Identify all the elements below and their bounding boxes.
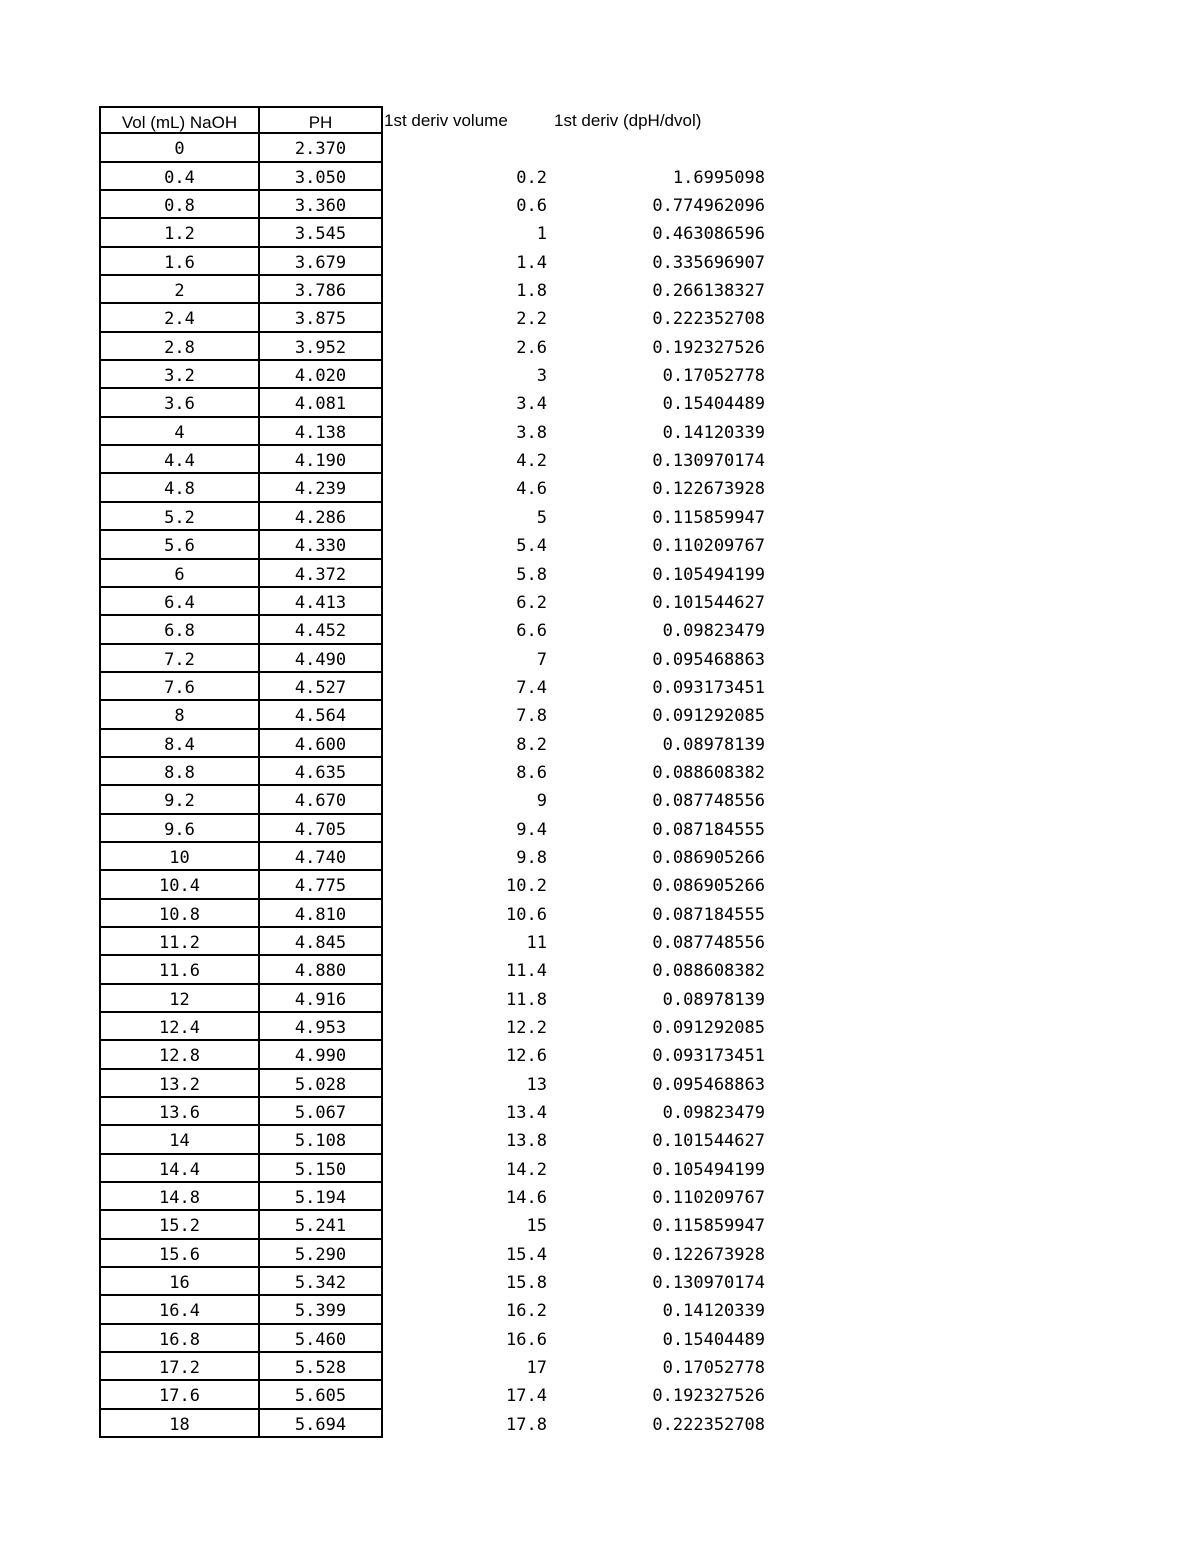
cell-deriv-volume[interactable]: 3.4 [516,394,547,415]
cell-ph[interactable]: 5.150 [260,1155,383,1183]
cell-ph[interactable]: 3.786 [260,276,383,304]
cell-deriv-value[interactable]: 0.110209767 [652,1188,765,1209]
cell-ph[interactable]: 5.460 [260,1325,383,1353]
cell-vol[interactable]: 16.4 [99,1296,260,1324]
cell-deriv-value[interactable]: 0.17052778 [662,1358,765,1379]
cell-deriv-volume[interactable]: 13 [526,1074,547,1095]
cell-vol[interactable]: 8.8 [99,758,260,786]
cell-deriv-value[interactable] [559,134,765,162]
cell-ph[interactable]: 3.875 [260,304,383,332]
cell-vol[interactable]: 5.2 [99,503,260,531]
cell-vol[interactable]: 10.4 [99,871,260,899]
cell-ph[interactable]: 4.953 [260,1013,383,1041]
cell-ph[interactable]: 4.020 [260,361,383,389]
cell-ph[interactable]: 4.190 [260,446,383,474]
cell-deriv-volume[interactable]: 13.4 [506,1103,547,1124]
cell-deriv-volume[interactable]: 13.8 [506,1131,547,1152]
cell-deriv-volume[interactable]: 6.6 [516,621,547,642]
cell-deriv-volume[interactable]: 9.4 [516,819,547,840]
cell-ph[interactable]: 4.138 [260,418,383,446]
cell-deriv-volume[interactable]: 0.6 [516,196,547,217]
cell-vol[interactable]: 9.2 [99,786,260,814]
cell-deriv-value[interactable]: 0.095468863 [652,1074,765,1095]
cell-ph[interactable]: 4.490 [260,645,383,673]
cell-vol[interactable]: 4 [99,418,260,446]
cell-vol[interactable]: 15.6 [99,1240,260,1268]
cell-deriv-volume[interactable]: 3 [536,366,547,387]
cell-deriv-volume[interactable]: 5 [536,507,547,528]
cell-deriv-value[interactable]: 0.087748556 [652,932,765,953]
cell-ph[interactable]: 4.635 [260,758,383,786]
cell-deriv-volume[interactable]: 11.4 [506,961,547,982]
cell-deriv-volume[interactable]: 17.8 [506,1414,547,1435]
cell-vol[interactable]: 7.2 [99,645,260,673]
cell-deriv-volume[interactable]: 16.6 [506,1329,547,1350]
cell-deriv-value[interactable]: 0.087184555 [652,819,765,840]
cell-vol[interactable]: 13.6 [99,1098,260,1126]
cell-deriv-value[interactable]: 0.101544627 [652,1131,765,1152]
cell-vol[interactable]: 9.6 [99,815,260,843]
cell-deriv-value[interactable]: 0.115859947 [652,1216,765,1237]
cell-deriv-value[interactable]: 0.08978139 [662,989,765,1010]
cell-deriv-volume[interactable]: 1 [536,224,547,245]
cell-deriv-value[interactable]: 0.093173451 [652,1046,765,1067]
cell-deriv-volume[interactable]: 1.4 [516,252,547,273]
cell-ph[interactable]: 4.413 [260,588,383,616]
cell-ph[interactable]: 4.810 [260,900,383,928]
cell-ph[interactable]: 4.775 [260,871,383,899]
cell-ph[interactable]: 4.740 [260,843,383,871]
cell-vol[interactable]: 10 [99,843,260,871]
cell-vol[interactable]: 11.6 [99,956,260,984]
cell-vol[interactable]: 1.6 [99,248,260,276]
cell-deriv-value[interactable]: 0.122673928 [652,1244,765,1265]
cell-deriv-value[interactable]: 0.105494199 [652,564,765,585]
cell-vol[interactable]: 14 [99,1126,260,1154]
cell-deriv-volume[interactable]: 4.2 [516,451,547,472]
cell-deriv-value[interactable]: 0.086905266 [652,876,765,897]
cell-deriv-volume[interactable]: 5.8 [516,564,547,585]
cell-ph[interactable]: 4.845 [260,928,383,956]
cell-deriv-volume[interactable]: 17.4 [506,1386,547,1407]
cell-ph[interactable]: 5.290 [260,1240,383,1268]
cell-deriv-volume[interactable]: 16.2 [506,1301,547,1322]
cell-ph[interactable]: 3.679 [260,248,383,276]
cell-deriv-value[interactable]: 0.088608382 [652,762,765,783]
cell-vol[interactable]: 11.2 [99,928,260,956]
cell-deriv-volume[interactable]: 15 [526,1216,547,1237]
cell-deriv-volume[interactable]: 8.2 [516,734,547,755]
cell-ph[interactable]: 3.050 [260,163,383,191]
cell-deriv-volume[interactable]: 17 [526,1358,547,1379]
cell-deriv-value[interactable]: 0.15404489 [662,1329,765,1350]
cell-deriv-value[interactable]: 0.093173451 [652,677,765,698]
cell-ph[interactable]: 4.990 [260,1041,383,1069]
cell-deriv-value[interactable]: 0.222352708 [652,309,765,330]
cell-vol[interactable]: 8 [99,701,260,729]
cell-deriv-value[interactable]: 0.101544627 [652,592,765,613]
cell-ph[interactable]: 5.028 [260,1070,383,1098]
cell-ph[interactable]: 4.916 [260,985,383,1013]
cell-vol[interactable]: 13.2 [99,1070,260,1098]
header-vol-naoh[interactable]: Vol (mL) NaOH [99,106,260,134]
cell-deriv-volume[interactable]: 7.4 [516,677,547,698]
cell-deriv-value[interactable]: 0.130970174 [652,451,765,472]
cell-deriv-volume[interactable]: 12.2 [506,1018,547,1038]
cell-deriv-value[interactable]: 0.087748556 [652,791,765,812]
cell-vol[interactable]: 6.4 [99,588,260,616]
cell-ph[interactable]: 4.372 [260,560,383,588]
cell-ph[interactable]: 4.600 [260,730,383,758]
cell-deriv-volume[interactable]: 11.8 [506,989,547,1010]
cell-deriv-value[interactable]: 0.110209767 [652,536,765,557]
cell-vol[interactable]: 7.6 [99,673,260,701]
cell-vol[interactable]: 18 [99,1410,260,1438]
cell-vol[interactable]: 3.6 [99,389,260,417]
cell-vol[interactable]: 0.4 [99,163,260,191]
cell-deriv-value[interactable]: 0.14120339 [662,1301,765,1322]
cell-vol[interactable]: 6.8 [99,616,260,644]
cell-deriv-value[interactable]: 0.463086596 [652,224,765,245]
cell-deriv-value[interactable]: 0.087184555 [652,904,765,925]
cell-ph[interactable]: 2.370 [260,134,383,162]
cell-ph[interactable]: 5.399 [260,1296,383,1324]
cell-deriv-volume[interactable]: 14.2 [506,1159,547,1180]
cell-ph[interactable]: 4.239 [260,474,383,502]
cell-ph[interactable]: 3.545 [260,219,383,247]
cell-vol[interactable]: 16.8 [99,1325,260,1353]
cell-deriv-volume[interactable]: 4.6 [516,479,547,500]
cell-deriv-value[interactable]: 0.17052778 [662,366,765,387]
cell-deriv-value[interactable]: 0.15404489 [662,394,765,415]
cell-deriv-value[interactable]: 0.115859947 [652,507,765,528]
cell-deriv-volume[interactable]: 6.2 [516,592,547,613]
cell-ph[interactable]: 4.081 [260,389,383,417]
cell-vol[interactable]: 17.6 [99,1381,260,1409]
cell-ph[interactable]: 5.241 [260,1211,383,1239]
header-deriv-value[interactable]: 1st deriv (dpH/dvol) [554,111,702,130]
cell-vol[interactable]: 4.4 [99,446,260,474]
cell-ph[interactable]: 4.670 [260,786,383,814]
cell-ph[interactable]: 5.528 [260,1353,383,1381]
cell-vol[interactable]: 6 [99,560,260,588]
cell-vol[interactable]: 10.8 [99,900,260,928]
cell-ph[interactable]: 4.527 [260,673,383,701]
cell-deriv-volume[interactable]: 15.4 [506,1244,547,1265]
cell-vol[interactable]: 14.4 [99,1155,260,1183]
cell-vol[interactable]: 2.4 [99,304,260,332]
cell-deriv-value[interactable]: 0.222352708 [652,1414,765,1435]
cell-ph[interactable]: 4.286 [260,503,383,531]
cell-vol[interactable]: 0.8 [99,191,260,219]
cell-ph[interactable]: 4.564 [260,701,383,729]
cell-deriv-volume[interactable]: 5.4 [516,536,547,557]
cell-ph[interactable]: 5.108 [260,1126,383,1154]
cell-deriv-value[interactable]: 0.088608382 [652,961,765,982]
cell-vol[interactable]: 12.4 [99,1013,260,1041]
cell-ph[interactable]: 4.880 [260,956,383,984]
cell-vol[interactable]: 1.2 [99,219,260,247]
cell-deriv-volume[interactable]: 11 [526,932,547,953]
cell-vol[interactable]: 0 [99,134,260,162]
cell-deriv-value[interactable]: 0.09823479 [662,1103,765,1124]
cell-vol[interactable]: 15.2 [99,1211,260,1239]
cell-deriv-value[interactable]: 0.192327526 [652,337,765,358]
cell-vol[interactable]: 17.2 [99,1353,260,1381]
cell-vol[interactable]: 2 [99,276,260,304]
cell-ph[interactable]: 3.360 [260,191,383,219]
header-deriv-volume[interactable]: 1st deriv volume [384,111,508,130]
cell-deriv-value[interactable]: 0.266138327 [652,281,765,302]
cell-deriv-volume[interactable]: 8.6 [516,762,547,783]
cell-deriv-volume[interactable]: 14.6 [506,1188,547,1209]
cell-vol[interactable]: 16 [99,1268,260,1296]
cell-ph[interactable]: 5.194 [260,1183,383,1211]
cell-deriv-volume[interactable]: 12.6 [506,1046,547,1067]
cell-ph[interactable]: 4.452 [260,616,383,644]
cell-deriv-value[interactable]: 0.774962096 [652,196,765,217]
cell-ph[interactable]: 5.342 [260,1268,383,1296]
cell-deriv-value[interactable]: 0.192327526 [652,1386,765,1407]
cell-deriv-value[interactable]: 0.105494199 [652,1159,765,1180]
cell-ph[interactable]: 5.067 [260,1098,383,1126]
cell-deriv-volume[interactable]: 9 [536,791,547,812]
cell-deriv-value[interactable]: 0.14120339 [662,422,765,443]
cell-deriv-volume[interactable]: 2.6 [516,337,547,358]
cell-deriv-volume[interactable]: 1.8 [516,281,547,302]
cell-vol[interactable]: 12.8 [99,1041,260,1069]
cell-deriv-volume[interactable]: 7 [536,649,547,670]
cell-ph[interactable]: 4.330 [260,531,383,559]
cell-ph[interactable]: 4.705 [260,815,383,843]
cell-deriv-volume[interactable]: 15.8 [506,1273,547,1294]
cell-vol[interactable]: 5.6 [99,531,260,559]
cell-deriv-volume[interactable] [399,134,547,162]
cell-deriv-volume[interactable]: 0.2 [516,167,547,188]
cell-deriv-value[interactable]: 0.091292085 [652,1018,765,1038]
cell-vol[interactable]: 2.8 [99,333,260,361]
header-ph[interactable]: PH [260,106,383,134]
cell-vol[interactable]: 14.8 [99,1183,260,1211]
cell-deriv-value[interactable]: 0.130970174 [652,1273,765,1294]
cell-deriv-volume[interactable]: 7.8 [516,706,547,727]
cell-deriv-value[interactable]: 0.122673928 [652,479,765,500]
cell-deriv-value[interactable]: 0.091292085 [652,706,765,727]
cell-ph[interactable]: 5.694 [260,1410,383,1438]
cell-deriv-volume[interactable]: 10.2 [506,876,547,897]
cell-vol[interactable]: 4.8 [99,474,260,502]
cell-deriv-volume[interactable]: 2.2 [516,309,547,330]
cell-deriv-volume[interactable]: 3.8 [516,422,547,443]
cell-deriv-value[interactable]: 0.08978139 [662,734,765,755]
cell-deriv-volume[interactable]: 10.6 [506,904,547,925]
cell-deriv-value[interactable]: 0.086905266 [652,847,765,868]
cell-ph[interactable]: 3.952 [260,333,383,361]
cell-vol[interactable]: 8.4 [99,730,260,758]
cell-ph[interactable]: 5.605 [260,1381,383,1409]
cell-deriv-value[interactable]: 1.6995098 [672,167,765,188]
cell-deriv-volume[interactable]: 9.8 [516,847,547,868]
cell-vol[interactable]: 3.2 [99,361,260,389]
cell-deriv-value[interactable]: 0.09823479 [662,621,765,642]
cell-vol[interactable]: 12 [99,985,260,1013]
cell-deriv-value[interactable]: 0.095468863 [652,649,765,670]
cell-deriv-value[interactable]: 0.335696907 [652,252,765,273]
